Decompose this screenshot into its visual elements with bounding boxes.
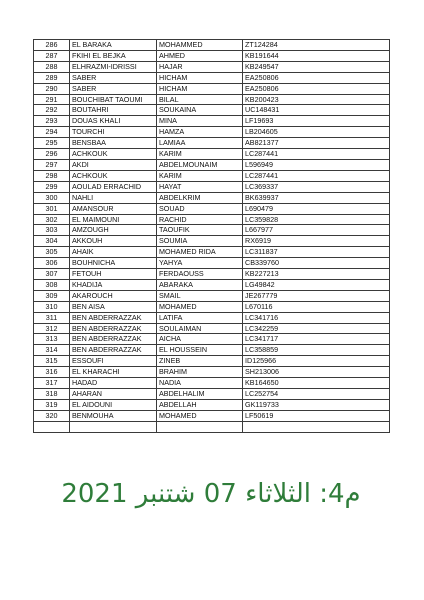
id-number-cell: LC341717 <box>243 334 390 345</box>
last-name-cell: HADAD <box>70 378 157 389</box>
first-name-cell: HAJAR <box>157 61 243 72</box>
last-name-cell: AHARAN <box>70 389 157 400</box>
table-row <box>34 258 390 269</box>
row-number-cell: 289 <box>34 72 70 83</box>
id-number-cell: JE267779 <box>243 290 390 301</box>
table-row <box>34 192 390 203</box>
row-number-cell: 317 <box>34 378 70 389</box>
id-number-cell: RX6919 <box>243 236 390 247</box>
id-number-cell: UC148431 <box>243 105 390 116</box>
row-number-cell: 298 <box>34 170 70 181</box>
row-number-cell: 293 <box>34 116 70 127</box>
table-row <box>34 399 390 410</box>
handwritten-date-caption: م4: الثلاثاء 07 شتنبر 2021 <box>61 479 361 509</box>
table-row <box>34 105 390 116</box>
last-name-cell: BOUTAHRI <box>70 105 157 116</box>
first-name-cell: SOUKAINA <box>157 105 243 116</box>
table-row <box>34 269 390 280</box>
row-number-cell: 319 <box>34 399 70 410</box>
row-number-cell: 299 <box>34 181 70 192</box>
last-name-cell: EL AIDOUNI <box>70 399 157 410</box>
table-row <box>34 410 390 421</box>
first-name-cell: MOHAMED <box>157 410 243 421</box>
last-name-cell: ACHKOUK <box>70 170 157 181</box>
table-row <box>34 181 390 192</box>
last-name-cell: AMZOUGH <box>70 225 157 236</box>
last-name-cell: DOUAS KHALI <box>70 116 157 127</box>
first-name-cell: KARIM <box>157 149 243 160</box>
roster-table <box>33 39 390 433</box>
first-name-cell: KARIM <box>157 170 243 181</box>
first-name-cell: FERDAOUSS <box>157 269 243 280</box>
first-name-cell: HAYAT <box>157 181 243 192</box>
first-name-cell: TAOUFIK <box>157 225 243 236</box>
table-row <box>34 61 390 72</box>
id-number-cell: LC359828 <box>243 214 390 225</box>
row-number-cell: 290 <box>34 83 70 94</box>
last-name-cell: BENSBAA <box>70 138 157 149</box>
id-number-cell: LF19693 <box>243 116 390 127</box>
table-row <box>34 40 390 51</box>
row-number-cell: 309 <box>34 290 70 301</box>
last-name-cell: BENMOUHA <box>70 410 157 421</box>
first-name-cell: RACHID <box>157 214 243 225</box>
last-name-cell: ELHRAZMI-IDRISSI <box>70 61 157 72</box>
table-row <box>34 247 390 258</box>
first-name-cell: AHMED <box>157 50 243 61</box>
table-row <box>34 236 390 247</box>
first-name-cell: ZINEB <box>157 356 243 367</box>
first-name-cell: SMAIL <box>157 290 243 301</box>
first-name-cell: ABARAKA <box>157 279 243 290</box>
last-name-cell: BEN ABDERRAZZAK <box>70 312 157 323</box>
last-name-cell: BEN ABDERRAZZAK <box>70 345 157 356</box>
last-name-cell: BEN AISA <box>70 301 157 312</box>
id-number-cell: LB204605 <box>243 127 390 138</box>
row-number-cell: 305 <box>34 247 70 258</box>
id-number-cell: KB227213 <box>243 269 390 280</box>
row-number-cell: 308 <box>34 279 70 290</box>
last-name-cell: AHAIK <box>70 247 157 258</box>
id-number-cell: KB164650 <box>243 378 390 389</box>
id-number-cell: GK119733 <box>243 399 390 410</box>
table-row <box>34 225 390 236</box>
row-number-cell: 312 <box>34 323 70 334</box>
id-number-cell: ZT124284 <box>243 40 390 51</box>
first-name-cell: ABDELKRIM <box>157 192 243 203</box>
id-number-cell: LF50619 <box>243 410 390 421</box>
id-number-cell: L690479 <box>243 203 390 214</box>
table-row <box>34 334 390 345</box>
id-number-cell <box>243 421 390 432</box>
first-name-cell: SOULAIMAN <box>157 323 243 334</box>
id-number-cell: SH213006 <box>243 367 390 378</box>
id-number-cell: LC287441 <box>243 149 390 160</box>
row-number-cell: 306 <box>34 258 70 269</box>
first-name-cell: AICHA <box>157 334 243 345</box>
id-number-cell: LC358859 <box>243 345 390 356</box>
row-number-cell: 295 <box>34 138 70 149</box>
table-row <box>34 290 390 301</box>
last-name-cell: KHADIJA <box>70 279 157 290</box>
first-name-cell <box>157 421 243 432</box>
id-number-cell: LC341716 <box>243 312 390 323</box>
last-name-cell: TOURCHI <box>70 127 157 138</box>
first-name-cell: BILAL <box>157 94 243 105</box>
row-number-cell: 315 <box>34 356 70 367</box>
last-name-cell: ACHKOUK <box>70 149 157 160</box>
roster-body <box>34 40 390 433</box>
last-name-cell: SABER <box>70 83 157 94</box>
last-name-cell: EL MAIMOUNI <box>70 214 157 225</box>
row-number-cell: 297 <box>34 159 70 170</box>
table-row <box>34 83 390 94</box>
last-name-cell: AKAROUCH <box>70 290 157 301</box>
first-name-cell: SOUMIA <box>157 236 243 247</box>
id-number-cell: KB249547 <box>243 61 390 72</box>
table-row <box>34 367 390 378</box>
row-number-cell: 296 <box>34 149 70 160</box>
table-row <box>34 149 390 160</box>
row-number-cell: 294 <box>34 127 70 138</box>
first-name-cell: MOHAMED <box>157 301 243 312</box>
table-row <box>34 378 390 389</box>
id-number-cell: LC252754 <box>243 389 390 400</box>
first-name-cell: HAMZA <box>157 127 243 138</box>
last-name-cell: ESSOUFI <box>70 356 157 367</box>
first-name-cell: MOHAMED RIDA <box>157 247 243 258</box>
last-name-cell: AKKOUH <box>70 236 157 247</box>
row-number-cell: 307 <box>34 269 70 280</box>
table-row <box>34 279 390 290</box>
first-name-cell: LATIFA <box>157 312 243 323</box>
table-row <box>34 301 390 312</box>
last-name-cell: EL BARAKA <box>70 40 157 51</box>
last-name-cell: BEN ABDERRAZZAK <box>70 334 157 345</box>
last-name-cell: FETOUH <box>70 269 157 280</box>
id-number-cell: EA250806 <box>243 83 390 94</box>
row-number-cell: 301 <box>34 203 70 214</box>
first-name-cell: YAHYA <box>157 258 243 269</box>
last-name-cell: FKIHI EL BEJKA <box>70 50 157 61</box>
first-name-cell: MOHAMMED <box>157 40 243 51</box>
id-number-cell: L667977 <box>243 225 390 236</box>
row-number-cell: 318 <box>34 389 70 400</box>
table-row <box>34 94 390 105</box>
id-number-cell: L596949 <box>243 159 390 170</box>
row-number-cell: 291 <box>34 94 70 105</box>
first-name-cell: ABDELHALIM <box>157 389 243 400</box>
row-number-cell: 292 <box>34 105 70 116</box>
table-row <box>34 72 390 83</box>
table-row <box>34 50 390 61</box>
first-name-cell: NADIA <box>157 378 243 389</box>
first-name-cell: HICHAM <box>157 72 243 83</box>
table-row <box>34 356 390 367</box>
last-name-cell: BOUCHIBAT TAOUMI <box>70 94 157 105</box>
first-name-cell: HICHAM <box>157 83 243 94</box>
id-number-cell: L670116 <box>243 301 390 312</box>
id-number-cell: EA250806 <box>243 72 390 83</box>
row-number-cell <box>34 421 70 432</box>
id-number-cell: LG49842 <box>243 279 390 290</box>
first-name-cell: EL HOUSSEIN <box>157 345 243 356</box>
first-name-cell: ABDELMOUNAIM <box>157 159 243 170</box>
last-name-cell: AKDI <box>70 159 157 170</box>
id-number-cell: LC287441 <box>243 170 390 181</box>
last-name-cell: SABER <box>70 72 157 83</box>
first-name-cell: ABDELLAH <box>157 399 243 410</box>
row-number-cell: 304 <box>34 236 70 247</box>
id-number-cell: BK639937 <box>243 192 390 203</box>
table-row <box>34 214 390 225</box>
last-name-cell: BEN ABDERRAZZAK <box>70 323 157 334</box>
table-row <box>34 203 390 214</box>
row-number-cell: 320 <box>34 410 70 421</box>
first-name-cell: MINA <box>157 116 243 127</box>
row-number-cell: 314 <box>34 345 70 356</box>
id-number-cell: LC342259 <box>243 323 390 334</box>
first-name-cell: BRAHIM <box>157 367 243 378</box>
id-number-cell: LC369337 <box>243 181 390 192</box>
last-name-cell: AMANSOUR <box>70 203 157 214</box>
table-row <box>34 345 390 356</box>
id-number-cell: AB821377 <box>243 138 390 149</box>
first-name-cell: LAMIAA <box>157 138 243 149</box>
table-row <box>34 421 390 432</box>
last-name-cell: EL KHARACHI <box>70 367 157 378</box>
row-number-cell: 316 <box>34 367 70 378</box>
first-name-cell: SOUAD <box>157 203 243 214</box>
table-row <box>34 323 390 334</box>
table-row <box>34 116 390 127</box>
row-number-cell: 287 <box>34 50 70 61</box>
last-name-cell <box>70 421 157 432</box>
id-number-cell: ID125966 <box>243 356 390 367</box>
table-row <box>34 312 390 323</box>
id-number-cell: LC311837 <box>243 247 390 258</box>
table-row <box>34 138 390 149</box>
last-name-cell: BOUHNICHA <box>70 258 157 269</box>
row-number-cell: 286 <box>34 40 70 51</box>
last-name-cell: NAHLI <box>70 192 157 203</box>
last-name-cell: AOULAD ERRACHID <box>70 181 157 192</box>
row-number-cell: 303 <box>34 225 70 236</box>
row-number-cell: 311 <box>34 312 70 323</box>
id-number-cell: KB200423 <box>243 94 390 105</box>
row-number-cell: 313 <box>34 334 70 345</box>
id-number-cell: CB339760 <box>243 258 390 269</box>
row-number-cell: 288 <box>34 61 70 72</box>
table-row <box>34 389 390 400</box>
table-row <box>34 127 390 138</box>
id-number-cell: KB191644 <box>243 50 390 61</box>
row-number-cell: 302 <box>34 214 70 225</box>
row-number-cell: 310 <box>34 301 70 312</box>
table-row <box>34 170 390 181</box>
row-number-cell: 300 <box>34 192 70 203</box>
table-row <box>34 159 390 170</box>
